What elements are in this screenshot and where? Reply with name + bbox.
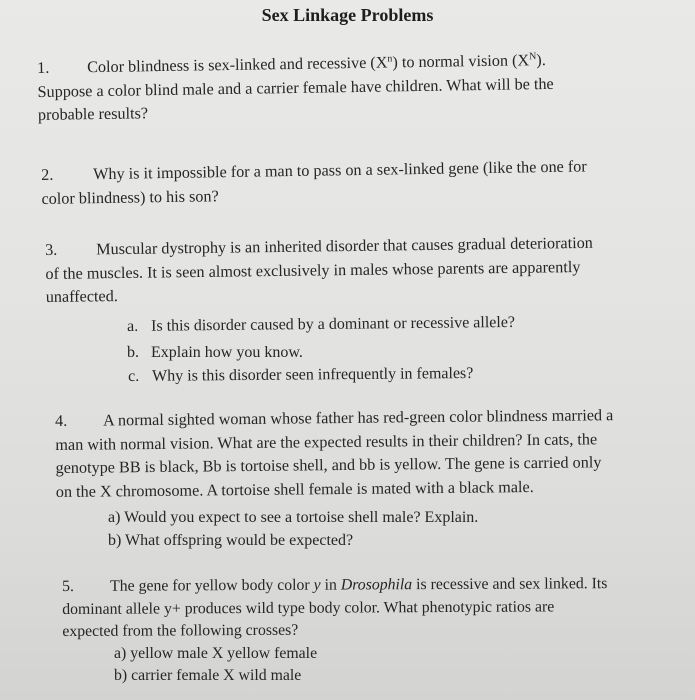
question-3-sub-a: a. Is this disorder caused by a dominant or recessive allele?	[127, 313, 516, 335]
question-3	[45, 232, 594, 310]
question-2-number: 2.	[41, 165, 54, 184]
page-title: Sex Linkage Problems	[261, 5, 434, 25]
question-3-line-3: unaffected.	[45, 287, 118, 306]
question-2	[41, 155, 587, 211]
question-5-line-1: 5. The gene for yellow body color y in Drosophila is recessive and sex linked. Its	[62, 573, 607, 598]
question-4-line-3: genotype BB is black, Bb is tortoise shell, and bb is yellow. The gene is carried only	[55, 453, 602, 477]
question-4-number: 4.	[55, 411, 68, 430]
question-1-line-2: Suppose a color blind male and a carrier female have children. What will be the	[37, 74, 554, 101]
question-3-sub-c: c. Why is this disorder seen infrequently in females?	[128, 364, 474, 385]
question-2-line-1: 2. Why is it impossible for a man to pass on a sex-linked gene (like the one for	[41, 155, 587, 187]
question-1	[37, 49, 554, 128]
question-5	[62, 573, 608, 643]
question-5-line-2: dominant allele y+ produces wild type body color. What phenotypic ratios are	[62, 597, 555, 618]
question-2-line-2: color blindness) to his son?	[41, 186, 219, 208]
question-4-sub-b: b) What offspring would be expected?	[108, 532, 354, 549]
question-4-line-1: 4. A normal sighted woman whose father has red-green color blindness married a	[55, 404, 613, 433]
question-3-line-1: 3. Muscular dystrophy is an inherited disorder that causes gradual deterioration	[45, 232, 593, 263]
question-4-line-4: on the X chromosome. A tortoise shell female is mated with a black male.	[55, 477, 534, 501]
question-5-number: 5.	[62, 577, 74, 595]
question-5-line-3: expected from the following crosses?	[62, 621, 299, 640]
question-1-number: 1.	[37, 58, 50, 77]
question-5-sub-a: a) yellow male X yellow female	[114, 645, 318, 662]
question-4-line-2: man with normal vision. What are the expected results in their children? In cats, the	[55, 429, 598, 454]
question-1-line-1: 1. Color blindness is sex-linked and recessive $(X^n)$ to normal vision $(X^N)$.	[37, 49, 553, 81]
question-3-sub-b: b. Explain how you know.	[127, 344, 303, 361]
question-4-sub-a: a) Would you expect to see a tortoise shell male? Explain.	[108, 509, 479, 526]
question-3-number: 3.	[45, 240, 58, 259]
question-3-line-2: of the muscles. It is seen almost exclusively in males whose parents are apparently	[45, 257, 581, 283]
question-1-line-3: probable results?	[37, 104, 149, 124]
question-4	[55, 404, 614, 504]
question-5-sub-b: b) carrier female X wild male	[114, 667, 302, 684]
